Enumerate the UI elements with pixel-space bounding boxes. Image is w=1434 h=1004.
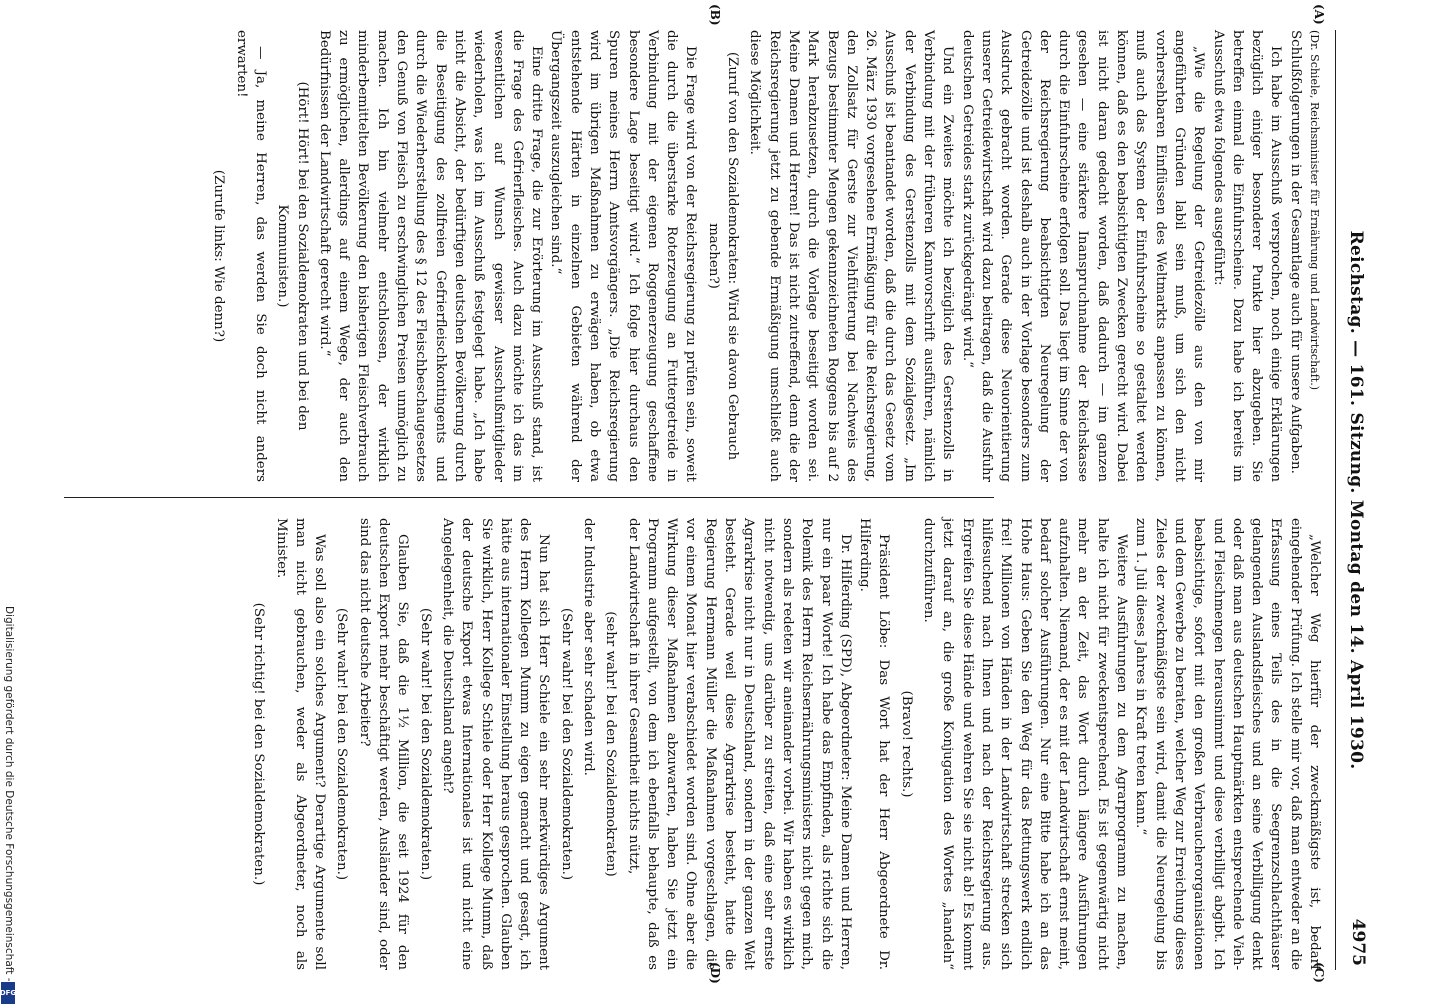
margin-mark-d: (D) [708,962,722,984]
interjection: (Zuruf von den Sozialdemokraten: Wird sie davon Gebrauch machen?) [705,51,741,461]
margin-mark-c: (C) [1312,962,1326,983]
paragraph: Ich habe im Ausschuß versprochen, noch einige Erklärungen bezüglich einiger besonderer Punkte hier abzugeben. Sie betreffen einmal die Einfuhrscheine. Dazu habe ich bereits im Ausschuß etwa folgendes ausgeführt: [1210,30,1284,482]
interjection: (Sehr richtig! bei den Sozialdemokraten.) [251,602,267,886]
paragraph: Die Frage wird von der Reichsregierung zu prüfen sein, soweit die durch die überstarke Roterzeugung an Futtergetreide in Verbindung mit der eigenen Roggenerzeugung geschaffene besondere Lage beseitigt wird.“ Ich folge hier durchaus den Spuren meines Herrn Amtsvorgängers. „Die Reichsregierung wird im übrigen Maßnahmen zu erwägen haben, ob etwa entstehende Härten in einzelnen Gebieten während der Übergangszeit auszugleichen sind.“ [548,30,699,482]
margin-mark-a: (A) [1312,4,1326,25]
paragraph: Und ein Zweites möchte ich bezüglich des Gerstenzolls in Verbindung mit der früheren Kannvorschrift ausführen, nämlich der Verbindung des Gerstenzolls mit dem Sozialgesetz. „Im Ausschuß ist beantandet worden, daß die durch das Gesetz vom 26. März 1930 vorgesehene Ermäßigung für die Reichsregierung, den Zollsatz für Gerste zur Viehfütterung bei Nachweis des Bezugs bestimmter Mengen gekennzeichneten Roggens bis auf 2 Mark herabzusetzen, durch die Vorlage beseitigt worden sei. Meine Damen und Herren! Das ist nicht zutreffend, denn die der Reichsregierung jetzt zu gebende Ermäßigung umschließt auch diese Möglichkeit. [747,30,956,482]
interjection: (Hört! Hört! bei den Sozialdemokraten und bei den Kommunisten.) [275,81,310,431]
paragraph: Nun hat sich Herr Schiele ein sehr merkwürdiges Argument des Herrn Kollegen Mumm zu eigen gemacht und gesagt, ich hätte aus internationaler Einstellung heraus gesprochen. Glauben Sie wirklich, Herr Kollege Schiele oder Herr Kollege Mumm, daß der deutsche Export etwas Internationales ist und nicht eine Angelegenheit, die Deutschland angeht? [439,518,552,970]
paragraph: „Wie die Regelung der Getreidezölle aus den von mir angeführten Gründen labil sein muß, um sich den nicht vorhersehbaren Einflüssen des Weltmarkts anpassen zu können, muß auch das System der Einfuhrscheine so gestaltet werden können, daß es den beabsichtigten Zwecken gerecht wird. Dabei ist nicht daran gedacht worden, daß dadurch — im ganzen gesehen — eine stärkere Inanspruchnahme der Reichskasse durch die Einfuhrscheine erfolgen soll. Das liegt im Sinne der von der Reichsregierung beabsichtigten Neuregelung der Getreidezölle und ist deshalb auch in der Vorlage besonders zum Ausdruck gebracht worden. Gerade diese Neuorientierung unserer Getreidewirtschaft wird dazu beitragen, daß die Ausfuhr deutschen Getreides stark zurückgedrängt wird.“ [959,30,1207,482]
speaker-line: (Dr. Schiele, Reichsminister für Ernährung und Landwirtschaft.) [1308,30,1321,390]
margin-mark-b: (B) [708,4,722,26]
paragraph: Dr. Hilferding (SPD), Abgeordneter: Meine Damen und Herren, nur ein paar Worte! Ich habe das Empfinden, als richte sich die Polemik des Herrn Reichsernährungsministers nicht gegen mich, sondern als redeten wir aneinander vorbei. Wir haben es wirklich nicht notwendig, uns darüber zu streiten, daß eine sehr ernste Agrarkrise nicht nur in Deutschland, sondern in der ganzen Welt besteht. Gerade weil diese Agrarkrise besteht, hatte die Regierung Hermann Müller die Maßnahmen vorgeschlagen, die vor einem Monat hier verabschiedet worden sind. Ohne aber die Wirkung dieser Maßnahmen abzuwarten, haben Sie jetzt ein Programm aufgestellt, von dem ich ebenfalls behaupte, daß es der Landwirtschaft in ihrer Gesamtheit nichts nützt, [625,518,853,970]
page-header [1335,30,1376,970]
footer-credit [1,606,15,996]
left-column [206,30,1324,482]
paragraph: Schlußfolgerungen in der Gesamtlage auch für unsere Aufgaben. [1287,30,1303,474]
dfg-logo: DFG [1,982,15,1004]
interjection: (Sehr wahr! bei den Sozialdemokraten.) [417,607,433,881]
paragraph: Glauben Sie, daß die 1½ Million, die seit 1924 für den deutschen Export mehr beschäftigt werden, Ausländer sind, oder sind das nicht deutsche Arbeiter? [356,518,411,970]
page-number: 4975 [1348,918,1368,966]
footer-text: Digitalisierung gefördert durch die Deutsche Forschungsgemeinschaft - [3,606,15,982]
interjection: (Bravo! rechts.) [898,690,914,798]
paragraph: — Ja, meine Herren, das werden Sie doch nicht anders erwarten! [233,30,268,482]
paragraph: der Industrie aber sehr schaden wird. [581,518,597,776]
column-divider [64,497,994,498]
header-title: Reichstag. — 161. Sitzung. Montag den 14. April 1930. [1346,230,1366,770]
interjection: (sehr wahr! bei den Sozialdemokraten) [603,611,619,877]
right-column [246,518,1324,970]
interjection: (Zurufe links: Wie denn?) [211,169,227,343]
paragraph: Was soll also ein solches Argument? Derartige Argumente soll man nicht gebrauchen, weder als Abgeordneter, noch als Minister. [273,518,328,970]
president-line: Präsident Löbe: Das Wort hat der Herr Abgeordnete Dr. Hilferding. [857,518,892,970]
interjection: (Sehr wahr! bei den Sozialdemokraten.) [558,607,574,881]
interjection: (Sehr wahr! bei den Sozialdemokraten.) [334,607,350,881]
paragraph: Eine dritte Frage, die zur Erörterung im Ausschuß stand, ist die Frage des Gefrierfleisches. Auch dazu möchte ich das im wesentlichen auf Wunsch gewisser Ausschußmitglieder wiederholen, was ich im Ausschuß festgelegt habe. „Ich habe nicht die Absicht, der bedürftigen deutschen Bevölkerung durch die Beseitigung des zollfreien Gefrierfleischkontingents und durch die Wiederherstellung des § 12 des Fleischbeschaugesetzes den Genuß von Fleisch zu erschwinglichen Preisen unmöglich zu machen. Ich bin vielmehr entschlossen, der wirklich minderbemittelten Bevölkerung den bisherigen Fleischverbrauch zu ermöglichen, allerdings auf einem Wege, der auch den Bedürfnissen der Landwirtschaft gerecht wird.“ [316,30,545,482]
paragraph: „Welcher Weg hierfür der zweckmäßigste ist, bedarf eingehender Prüfung. Ich stelle mir vor, daß man entweder an die Erfassung eines Teils des in die Seegrenzschlachthäuser gelangenden Auslandsfleisches und an seine Verbilligung denkt oder daß man aus deutschen Hauptmärkten entsprechende Vieh- und Fleischmengen herausnimmt und diese verbilligt abgibt. Ich beabsichtige, sofort mit den großen Verbraucherorganisationen und dem Gewerbe zu beraten, welcher Weg zur Erreichung dieses Zieles der zweckmäßigste sein wird, damit die Neuregelung bis zum 1. Juli dieses Jahres in Kraft treten kann.“ [1133,518,1322,970]
paragraph: Weitere Ausführungen zu dem Agrarprogramm zu machen, halte ich nicht für zweckentsprechend. Es ist gegenwärtig nicht mehr an der Zeit, das Wort durch längere Ausführungen aufzuhalten. Niemand, der es mit der Landwirtschaft ernst meint, bedarf solcher Ausführungen. Nur eine Bitte habe ich an das Hohe Haus: Geben Sie den Weg für das Rettungswerk endlich frei! Millionen von Händen in der Landwirtschaft strecken sich hilfesuchend nach Ihnen und nach der Reichsregierung aus. Ergreifen Sie diese Hände und wehren Sie sie nicht ab! Es kommt jetzt darauf an, die große Konjugation des Wortes „handeln“ durchzuführen. [921,518,1130,970]
